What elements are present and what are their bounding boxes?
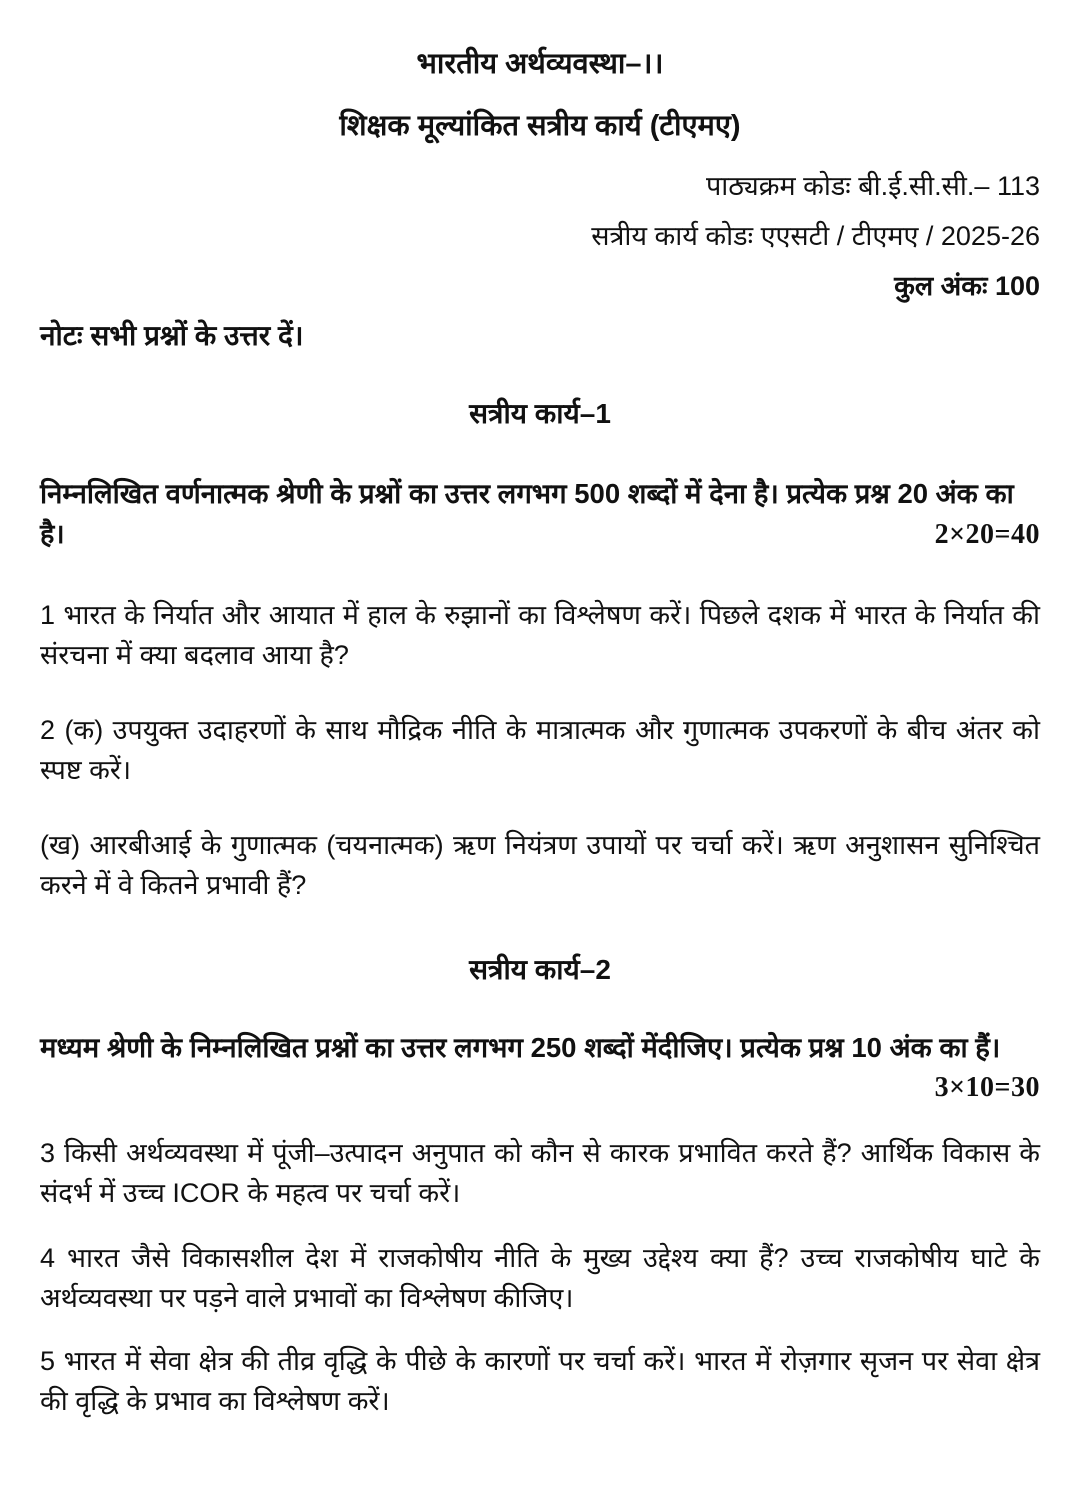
- course-code: पाठ्यक्रम कोडः बी.ई.सी.सी.– 113: [705, 171, 1040, 201]
- section-2-instruction-tail-row: [40, 1068, 1040, 1108]
- section-2: [40, 950, 1040, 1421]
- section-1-instruction: निम्नलिखित वर्णनात्मक श्रेणी के प्रश्नों का उत्तर लगभग 500 शब्दों में देना है। प्रत्येक प्रश्न 20 अंक का: [40, 478, 1014, 509]
- total-marks: कुल अंकः 100: [894, 271, 1040, 301]
- section-1-instruction-tail-row: [40, 514, 1040, 555]
- section-1: [40, 394, 1040, 905]
- assignment-code: सत्रीय कार्य कोडः एएसटी / टीएमए / 2025-26: [591, 221, 1040, 251]
- section-2-instruction: मध्यम श्रेणी के निम्नलिखित प्रश्नों का उत्तर लगभग 250 शब्दों मेंदीजिए। प्रत्येक प्रश्न 10 अंक का हैं।: [40, 1032, 1001, 1063]
- section-2-marks: 3×10=30: [934, 1072, 1040, 1103]
- section-1-marks: 2×20=40: [934, 519, 1040, 550]
- question-1: 1 भारत के निर्यात और आयात में हाल के रुझानों का विश्लेषण करें। पिछले दशक में भारत के निर्यात की संरचना में क्या बदलाव आया है?: [40, 600, 1040, 670]
- question-5: 5 भारत में सेवा क्षेत्र की तीव्र वृद्धि के पीछे के कारणों पर चर्चा करें। भारत में रोज़गार सृजन पर सेवा क्षेत्र की वृद्धि के प्रभाव का विश्लेषण करें।: [40, 1346, 1040, 1416]
- section-2-heading: सत्रीय कार्य–2: [469, 954, 611, 985]
- document-subtitle: शिक्षक मूल्यांकित सत्रीय कार्य (टीएमए): [339, 110, 741, 142]
- question-3: 3 किसी अर्थव्यवस्था में पूंजी–उत्पादन अनुपात को कौन से कारक प्रभावित करते हैं? आर्थिक विकास के संदर्भ में उच्च ICOR के महत्व पर चर्चा करें।: [40, 1138, 1040, 1208]
- section-1-instruction-tail: है।: [40, 519, 65, 549]
- question-2b: (ख) आरबीआई के गुणात्मक (चयनात्मक) ऋण नियंत्रण उपायों पर चर्चा करें। ऋण अनुशासन सुनिश्चित करने में वे कितने प्रभावी हैं?: [40, 830, 1040, 900]
- question-4: 4 भारत जैसे विकासशील देश में राजकोषीय नीति के मुख्य उद्देश्य क्या हैं? उच्च राजकोषीय घाटे के अर्थव्यवस्था पर पड़ने वाले प्रभावों का विश्लेषण कीजिए।: [40, 1243, 1040, 1313]
- document-title: भारतीय अर्थव्यवस्था–।।: [416, 48, 664, 80]
- section-1-heading: सत्रीय कार्य–1: [469, 398, 611, 429]
- question-2a: 2 (क) उपयुक्त उदाहरणों के साथ मौद्रिक नीति के मात्रात्मक और गुणात्मक उपकरणों के बीच अंतर को स्पष्ट करें।: [40, 715, 1040, 785]
- note: नोटः सभी प्रश्नों के उत्तर दें।: [40, 320, 304, 351]
